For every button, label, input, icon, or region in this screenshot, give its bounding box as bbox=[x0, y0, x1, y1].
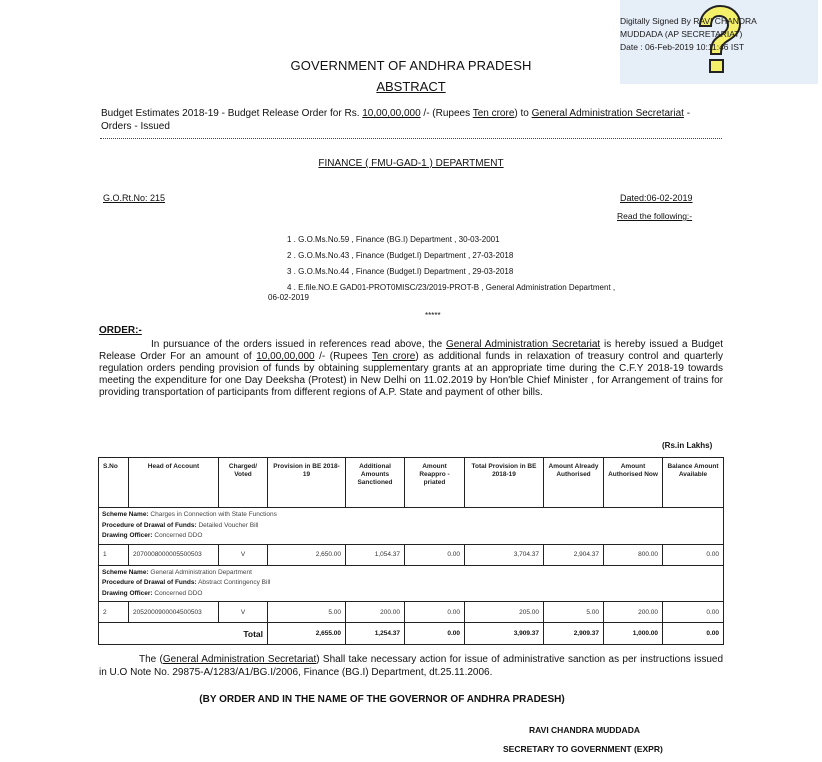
table-header-row bbox=[99, 458, 724, 508]
closing-recipient: General Administration Secretariat bbox=[162, 654, 317, 665]
department-name: FINANCE ( FMU-GAD-1 ) DEPARTMENT bbox=[318, 158, 504, 169]
cell-authorised-now: 200.00 bbox=[604, 602, 663, 623]
subject-line bbox=[101, 107, 701, 133]
procedure-value: Detailed Voucher Bill bbox=[198, 521, 259, 529]
reference-item-continuation: 06-02-2019 bbox=[268, 293, 309, 302]
order-text: /- (Rupees bbox=[314, 351, 372, 362]
signature-line-2: MUDDADA (AP SECRETARIAT) bbox=[620, 29, 743, 39]
cell-additional: 1,054.37 bbox=[346, 544, 405, 565]
reference-item: 3 . G.O.Ms.No.44 , Finance (Budget.I) Department , 29-03-2018 bbox=[287, 267, 514, 276]
cell-reappropriated: 0.00 bbox=[405, 602, 465, 623]
scheme-label: Scheme Name: bbox=[102, 568, 149, 576]
subject-amount: 10,00,00,000 bbox=[362, 108, 421, 119]
col-provision: Provision in BE 2018-19 bbox=[268, 458, 346, 508]
total-authorised-now: 1,000.00 bbox=[604, 623, 663, 645]
budget-table bbox=[98, 457, 724, 645]
order-amount: 10,00,00,000 bbox=[256, 351, 315, 362]
scheme-label: Scheme Name: bbox=[102, 511, 149, 518]
department-heading bbox=[0, 158, 822, 169]
scheme-value: Charges in Connection with State Functions bbox=[150, 511, 277, 518]
cell-balance: 0.00 bbox=[663, 544, 724, 565]
subject-amount-words: Ten crore bbox=[472, 108, 515, 119]
officer-value: Concerned DDO bbox=[154, 589, 203, 597]
cell-sno: 1 bbox=[99, 544, 129, 565]
subject-recipient: General Administration Secretariat bbox=[531, 108, 684, 119]
cell-authorised-now: 800.00 bbox=[604, 544, 663, 565]
total-label: Total bbox=[99, 623, 268, 645]
scheme-info-row bbox=[99, 508, 724, 545]
cell-sno: 2 bbox=[99, 602, 129, 623]
cell-balance: 0.00 bbox=[663, 602, 724, 623]
scheme-value: General Administration Department bbox=[150, 568, 252, 576]
stars-separator: ***** bbox=[425, 311, 441, 320]
cell-provision: 5.00 bbox=[268, 602, 346, 623]
order-heading: ORDER:- bbox=[99, 325, 142, 336]
abstract-heading: ABSTRACT bbox=[376, 79, 446, 94]
subject-text: /- (Rupees bbox=[420, 108, 473, 119]
total-balance: 0.00 bbox=[663, 623, 724, 645]
cell-head-of-account: 2070008000005500503 bbox=[129, 544, 219, 565]
dotted-divider bbox=[100, 138, 722, 139]
references-list bbox=[268, 232, 698, 303]
col-reappropriated: Amount Reappro -priated bbox=[405, 458, 465, 508]
scheme-info bbox=[99, 508, 724, 545]
cell-charged-voted: V bbox=[219, 602, 268, 623]
officer-label: Drawing Officer: bbox=[102, 532, 153, 539]
signature-text bbox=[620, 15, 757, 54]
reference-item: 4 . E.file.NO.E GAD01-PROT0MISC/23/2019-PROT-B , General Administration Department , bbox=[287, 283, 616, 292]
go-date: Dated:06-02-2019 bbox=[620, 193, 693, 203]
go-number: G.O.Rt.No: 215 bbox=[103, 193, 166, 203]
total-total-provision: 3,909.37 bbox=[465, 623, 544, 645]
cell-head-of-account: 2052000900004500503 bbox=[129, 602, 219, 623]
subject-text: - Orders - Issued bbox=[101, 108, 691, 132]
signer-name: RAVI CHANDRA MUDDADA bbox=[529, 725, 640, 735]
cell-additional: 200.00 bbox=[346, 602, 405, 623]
officer-label: Drawing Officer: bbox=[102, 589, 153, 597]
col-charged-voted: Charged/ Voted bbox=[219, 458, 268, 508]
procedure-label: Procedure of Drawal of Funds: bbox=[102, 521, 197, 529]
col-balance: Balance Amount Available bbox=[663, 458, 724, 508]
total-additional: 1,254.37 bbox=[346, 623, 405, 645]
procedure-label: Procedure of Drawal of Funds: bbox=[102, 579, 197, 586]
order-text: In pursuance of the orders issued in references read above, the bbox=[151, 339, 446, 350]
total-already-authorised: 2,909.37 bbox=[544, 623, 604, 645]
col-head-of-account: Head of Account bbox=[129, 458, 219, 508]
table-total-row bbox=[99, 623, 724, 645]
officer-value: Concerned DDO bbox=[154, 532, 203, 539]
by-order-statement: (BY ORDER AND IN THE NAME OF THE GOVERNOR OF ANDHRA PRADESH) bbox=[199, 694, 565, 705]
cell-total-provision: 205.00 bbox=[465, 602, 544, 623]
order-text: is hereby issued a Budget Release Order For an amount of bbox=[99, 339, 724, 362]
scheme-info bbox=[99, 565, 724, 602]
table-row bbox=[99, 544, 724, 565]
signer-title: SECRETARY TO GOVERNMENT (EXPR) bbox=[503, 744, 663, 754]
procedure-value: Abstract Contingency Bill bbox=[198, 579, 271, 586]
reference-item: 2 . G.O.Ms.No.43 , Finance (Budget.I) Department , 27-03-2018 bbox=[287, 251, 514, 260]
order-paragraph bbox=[99, 339, 723, 399]
closing-text: ) Shall take necessary action for issue of administrative sanction as per instructions issued in U.O Note No. 29875-A/1283/A1/BG.I/2006, Finance (BG.I) Department, dt.25.11.2006. bbox=[99, 654, 723, 678]
table-row bbox=[99, 602, 724, 623]
order-amount-words: Ten crore bbox=[371, 351, 416, 362]
total-reappropriated: 0.00 bbox=[405, 623, 465, 645]
order-text: ) as additional funds in relaxation of treasury control and quarterly regulation orders pending provision of funds by obtaining supplementary grants at an appropriate time during the C.F.Y 2018-19 towards meeting the expenditure for one Day Deeksha (Protest) in New Delhi on 11.02.2019 by Hon'ble Chief Minister , for Arrangement of trains for providing transportation of participants from different regions of A.P. State and payment of other bills. bbox=[99, 351, 724, 398]
signature-line-3: Date : 06-Feb-2019 10:11:46 IST bbox=[620, 42, 745, 52]
read-following-label: Read the following:- bbox=[617, 211, 693, 221]
col-total-provision: Total Provision in BE 2018-19 bbox=[465, 458, 544, 508]
signature-line-1: Digitally Signed By RAVI CHANDRA bbox=[620, 16, 757, 26]
col-additional: Additional Amounts Sanctioned bbox=[346, 458, 405, 508]
cell-charged-voted: V bbox=[219, 544, 268, 565]
scheme-info-row bbox=[99, 565, 724, 602]
order-recipient: General Administration Secretariat bbox=[445, 339, 601, 350]
col-sno: S.No bbox=[99, 458, 129, 508]
total-provision: 2,655.00 bbox=[268, 623, 346, 645]
reference-item: 1 . G.O.Ms.No.59 , Finance (BG.I) Department , 30-03-2001 bbox=[287, 235, 500, 244]
cell-already-authorised: 2,904.37 bbox=[544, 544, 604, 565]
table-unit-label: (Rs.in Lakhs) bbox=[662, 441, 713, 450]
subject-text: Budget Estimates 2018-19 - Budget Release Order for Rs. bbox=[101, 108, 363, 119]
cell-already-authorised: 5.00 bbox=[544, 602, 604, 623]
cell-reappropriated: 0.00 bbox=[405, 544, 465, 565]
government-title: GOVERNMENT OF ANDHRA PRADESH bbox=[290, 58, 532, 73]
subject-text: ) to bbox=[514, 108, 532, 119]
col-authorised-now: Amount Authorised Now bbox=[604, 458, 663, 508]
cell-total-provision: 3,704.37 bbox=[465, 544, 544, 565]
col-already-authorised: Amount Already Authorised bbox=[544, 458, 604, 508]
closing-paragraph bbox=[99, 653, 723, 679]
closing-text: The ( bbox=[139, 654, 163, 665]
cell-provision: 2,650.00 bbox=[268, 544, 346, 565]
